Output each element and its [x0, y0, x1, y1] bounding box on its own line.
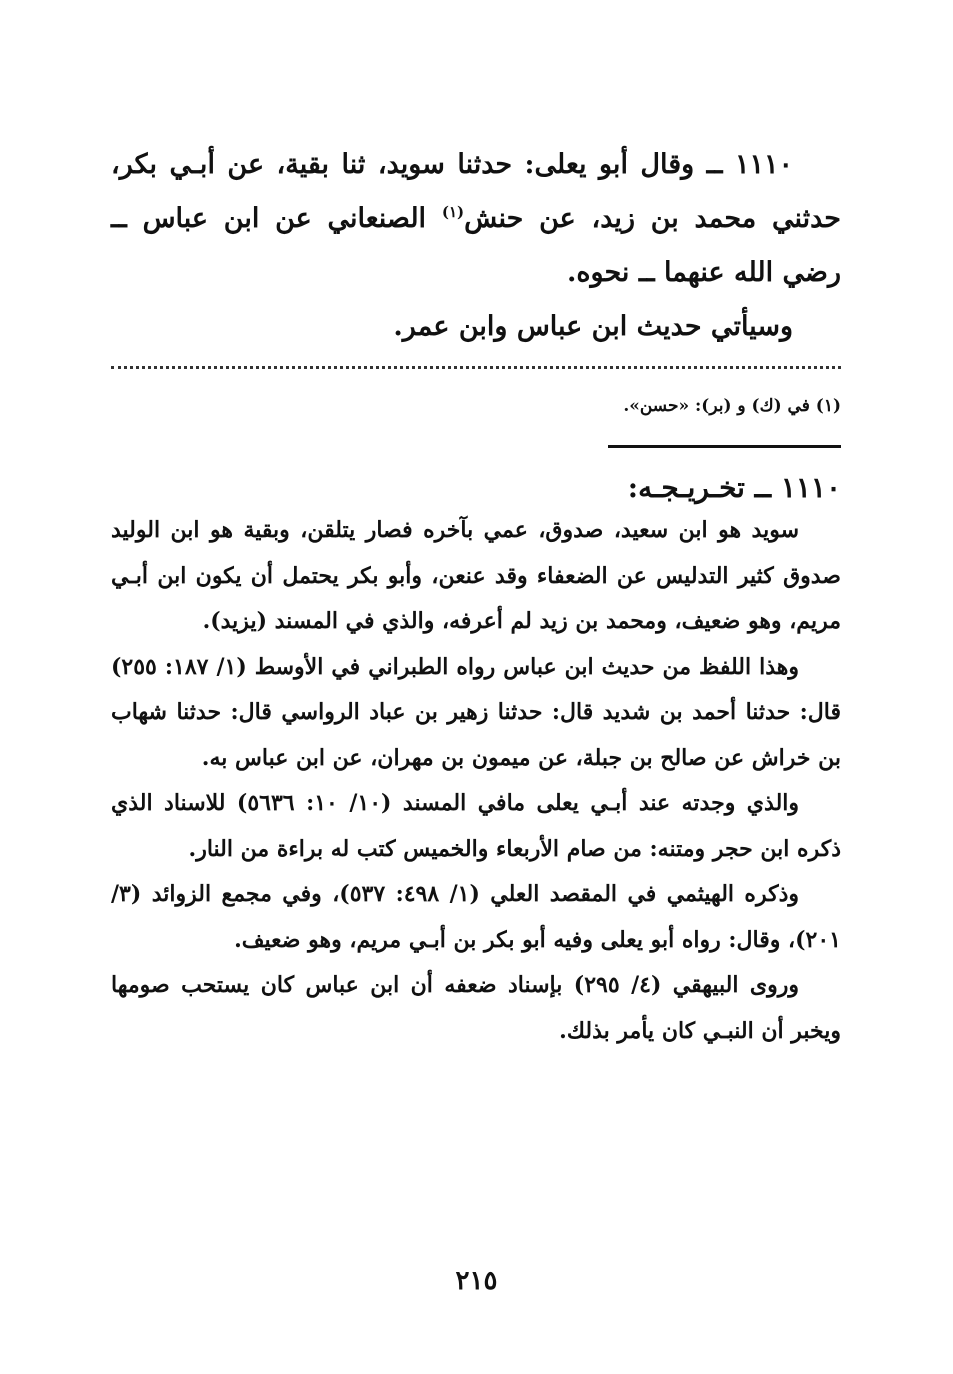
takhrij-section — [111, 468, 841, 1054]
followup-paragraph: وسيأتي حديث ابن عباس وابن عمر. — [393, 311, 793, 342]
page-number: ٢١٥ — [455, 1266, 498, 1296]
takhrij-paragraph: سويد هو ابن سعيد، صدوق، عمي بآخره فصار يتلقن، وبقية هو ابن الوليد صدوق كثير التدليس عن الضعفاء وقد عنعن، وأبو بكر يحتمل أن يكون ابن أبـي مريم، وهو ضعيف، ومحمد بن زيد لم أعرفه، والذي في المسند (يزيد). — [111, 517, 841, 634]
footnote: (١) في (ك) و (بر): «حسن». — [623, 396, 841, 416]
takhrij-paragraph: وروى البيهقي (٤/ ٢٩٥) بإسناد ضعفه أن ابن عباس كان يستحب صومها ويخبر أن النبـي كان يأمر بذلك. — [111, 972, 841, 1044]
hadith-paragraph — [111, 138, 841, 300]
takhrij-paragraph: وهذا اللفظ من حديث ابن عباس رواه الطبراني في الأوسط (١/ ١٨٧: ٢٥٥) قال: حدثنا أحمد بن شديد قال: حدثنا زهير بن عباد الرواسي قال: حدثنا شهاب بن خراش عن صالح بن جبلة، عن ميمون بن مهران، عن ابن عباس به. — [111, 653, 841, 771]
hadith-text-end: الصنعاني عن ابن عباس ــ رضي الله عنهما ــ نحوه. — [111, 203, 841, 288]
footnote-separator — [111, 366, 841, 379]
takhrij-paragraph: وذكره الهيثمي في المقصد العلي (١/ ٤٩٨: ٥٣٧)، وفي مجمع الزوائد (٣/ ٢٠١)، وقال: رواه أبو يعلى وفيه أبو بكر بن أبـي مريم، وهو ضعيف. — [111, 881, 841, 953]
takhrij-heading: ١١١٠ ــ تخـريـجـه: — [627, 471, 841, 504]
main-text — [111, 138, 841, 354]
takhrij-paragraph: والذي وجدته عند أبـي يعلى مافي المسند (١٠/ ١٠: ٥٦٣٦) للاسناد الذي ذكره ابن حجر ومتنه: من صام الأربعاء والخميس كتب له براءة من النار. — [111, 790, 841, 862]
hadith-text-start: ١١١٠ ــ وقال أبو يعلى: حدثنا سويد، ثنا بقية، عن أبـي بكر، حدثني محمد بن زيد، عن حنش — [111, 149, 842, 234]
footnote-reference: (١) — [441, 203, 465, 221]
section-rule — [608, 445, 841, 448]
